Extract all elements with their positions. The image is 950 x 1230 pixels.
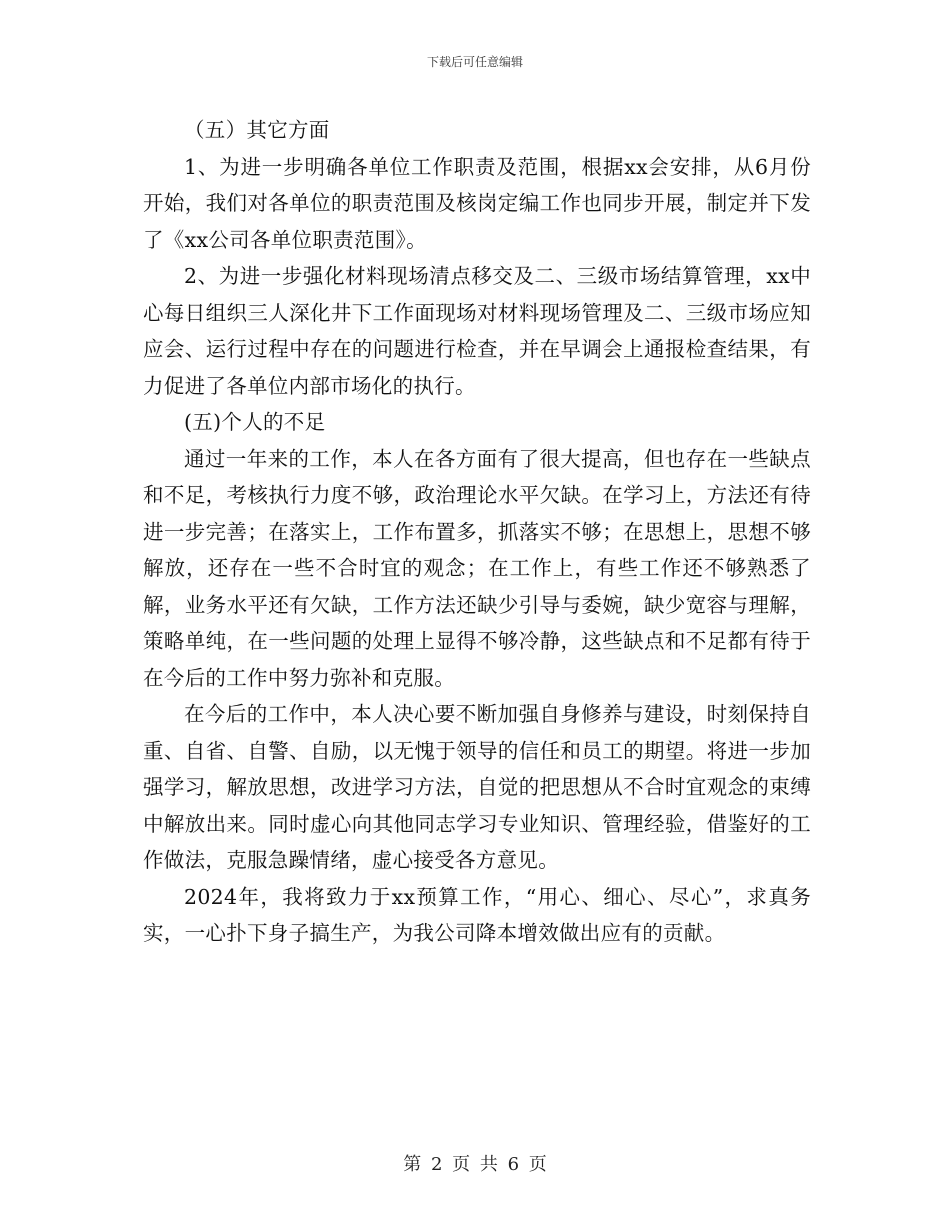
page-number: 第 2 页 共 6 页: [403, 1154, 547, 1175]
paragraph-shortcomings: 通过一年来的工作，本人在各方面有了很大提高，但也存在一些缺点和不足，考核执行力度不够，政治理论水平欠缺。在学习上，方法还有待进一步完善；在落实上，工作布置多，抓落实不够；在思想上，思想不够解放，还存在一些不合时宜的观念；在工作上，有些工作还不够熟悉了解，业务水平还有欠缺，工作方法还缺少引导与委婉，缺少宽容与理解，策略单纯，在一些问题的处理上显得不够冷静，这些缺点和不足都有待于在今后的工作中努力弥补和克服。: [143, 446, 811, 690]
paragraph-item-2: 2、为进一步强化材料现场清点移交及二、三级市场结算管理，xx中心每日组织三人深化井下工作面现场对材料现场管理及二、三级市场应知应会、运行过程中存在的问题进行检查，并在早调会上通报检查结果，有力促进了各单位内部市场化的执行。: [143, 264, 811, 398]
document-body: [143, 112, 811, 952]
paragraph-item-1: 1、为进一步明确各单位工作职责及范围，根据xx会安排，从6月份开始，我们对各单位的职责范围及核岗定编工作也同步开展，制定并下发了《xx公司各单位职责范围》。: [143, 154, 811, 252]
paragraph-closing: 2024年，我将致力于xx预算工作，“用心、细心、尽心”，求真务实，一心扑下身子搞生产，为我公司降本增效做出应有的贡献。: [143, 884, 811, 945]
page-header: 下载后可任意编辑: [426, 55, 523, 69]
paragraph-future-work: 在今后的工作中，本人决心要不断加强自身修养与建设，时刻保持自重、自省、自警、自励，以无愧于领导的信任和员工的期望。将进一步加强学习，解放思想，改进学习方法，自觉的把思想从不合时宜观念的束缚中解放出来。同时虚心向其他同志学习专业知识、管理经验，借鉴好的工作做法，克服急躁情绪，虚心接受各方意见。: [143, 702, 811, 872]
section-heading-personal-shortcomings: (五)个人的不足: [184, 410, 326, 434]
section-heading-other-aspects: （五）其它方面: [184, 118, 330, 142]
